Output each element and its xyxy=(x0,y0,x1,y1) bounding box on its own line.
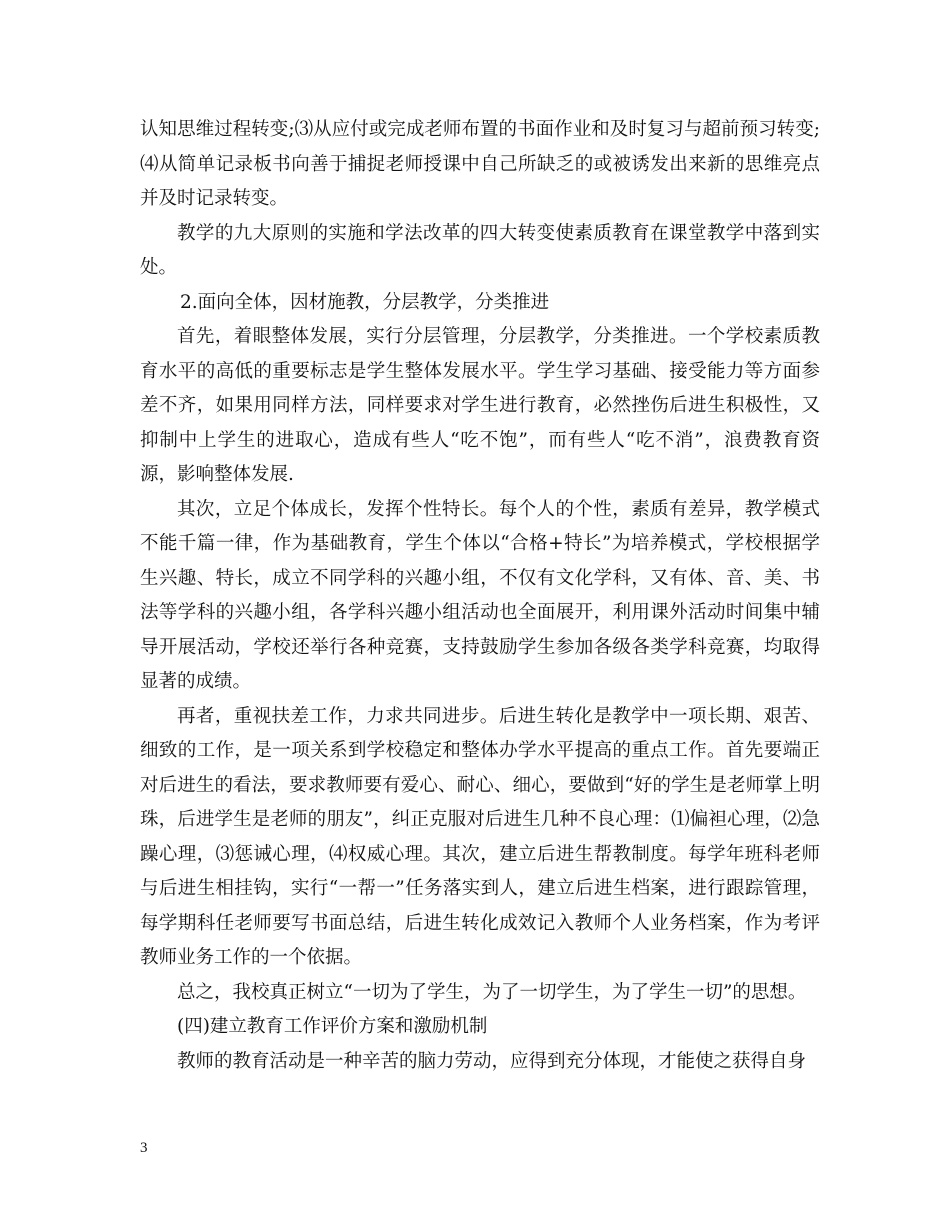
paragraph-first: 首先，着眼整体发展，实行分层管理，分层教学，分类推进。一个学校素质教育水平的高低的重要标志是学生整体发展水平。学生学习基础、接受能力等方面参差不齐，如果用同样方法，同样要求对学生进行教育，必然挫伤后进生积极性，又抑制中上学生的进取心，造成有些人“吃不饱”，而有些人“吃不消”，浪费教育资源，影响整体发展. xyxy=(140,326,820,485)
paragraph-summary: 教学的九大原则的实施和学法改革的四大转变使素质教育在课堂教学中落到实处。 xyxy=(140,222,820,278)
section-heading-2: 2.面向全体，因材施教，分层教学，分类推进 xyxy=(180,291,550,313)
document-body xyxy=(140,113,820,1079)
paragraph-conclusion: 总之，我校真正树立“一切为了学生，为了一切学生，为了学生一切”的思想。 xyxy=(177,981,807,1003)
paragraph-third: 再者，重视扶差工作，力求共同进步。后进生转化是教学中一项长期、艰苦、细致的工作，是一项关系到学校稳定和整体办学水平提高的重点工作。首先要端正对后进生的看法，要求教师要有爱心、耐心、细心，要做到“好的学生是老师掌上明珠，后进学生是老师的朋友”，纠正克服对后进生几种不良心理：⑴偏袒心理，⑵急躁心理，⑶惩诫心理，⑷权威心理。其次，建立后进生帮教制度。每学年班科老师与后进生相挂钩，实行“一帮一”任务落实到人，建立后进生档案，进行跟踪管理，每学期科任老师要写书面总结，后进生转化成效记入教师个人业务档案，作为考评教师业务工作的一个依据。 xyxy=(140,705,820,968)
paragraph-second: 其次，立足个体成长，发挥个性特长。每个人的个性，素质有差异，教学模式不能千篇一律，作为基础教育，学生个体以“合格+特长”为培养模式，学校根据学生兴趣、特长，成立不同学科的兴趣小组，不仅有文化学科，又有体、音、美、书法等学科的兴趣小组，各学科兴趣小组活动也全面展开，利用课外活动时间集中辅导开展活动，学校还举行各种竞赛，支持鼓励学生参加各级各类学科竞赛，均取得显著的成绩。 xyxy=(140,498,820,692)
paragraph-continuation: 认知思维过程转变;⑶从应付或完成老师布置的书面作业和及时复习与超前预习转变;⑷从简单记录板书向善于捕捉老师授课中自己所缺乏的或被诱发出来新的思维亮点并及时记录转变。 xyxy=(140,119,820,209)
section-heading-4: (四)建立教育工作评价方案和激励机制 xyxy=(177,1016,488,1037)
paragraph-evaluation: 教师的教育活动是一种辛苦的脑力劳动，应得到充分体现，才能使之获得自身 xyxy=(177,1050,807,1072)
page-number: 3 xyxy=(140,1140,148,1156)
